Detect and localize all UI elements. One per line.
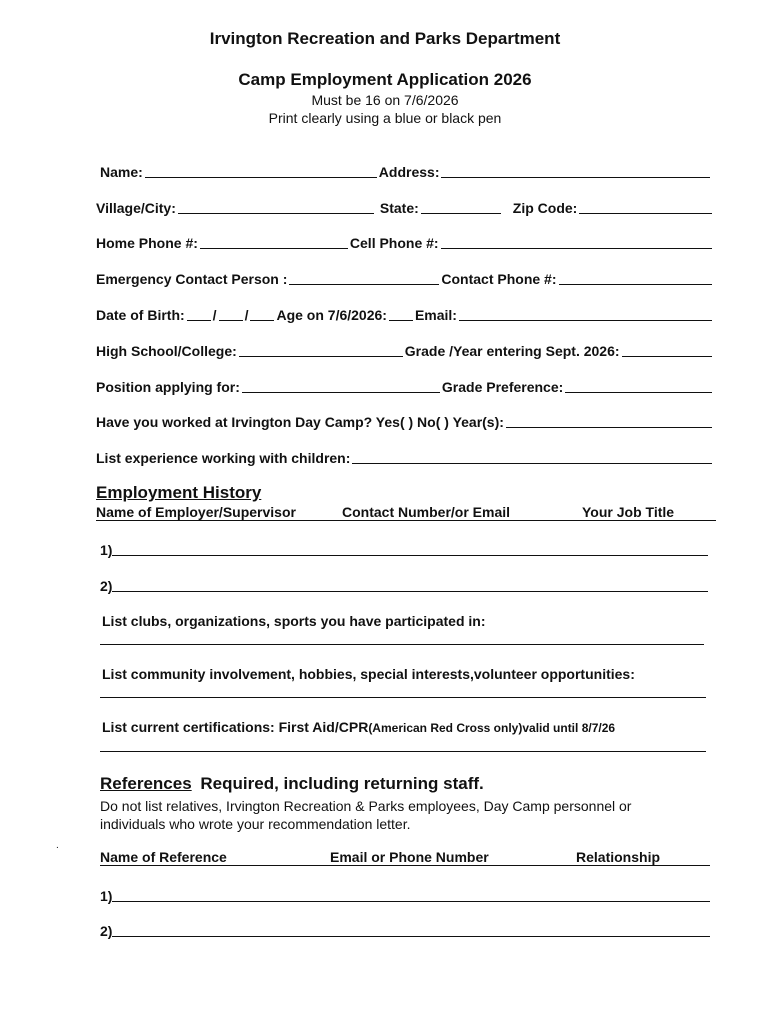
grade-preference-label: Grade Preference: [441, 379, 564, 395]
row-number: 2) [100, 578, 113, 594]
col-employer-header: Name of Employer/Supervisor [96, 504, 296, 520]
certifications-label: List current certifications: First Aid/CPR [102, 719, 369, 735]
row-number: 1) [100, 542, 113, 558]
row-dob [96, 305, 714, 323]
reference-column-headers [100, 849, 710, 866]
dob-separator-2: / [244, 307, 249, 323]
address-field[interactable] [441, 163, 710, 178]
emergency-contact-label: Emergency Contact Person : [96, 271, 288, 287]
row-emergency [96, 269, 714, 287]
row-clubs [102, 611, 704, 629]
home-phone-label: Home Phone #: [96, 235, 198, 251]
village-city-field[interactable] [178, 199, 374, 214]
grade-year-label: Grade /Year entering Sept. 2026: [404, 343, 620, 359]
grade-year-field[interactable] [622, 342, 712, 357]
employment-row-2 [100, 576, 710, 594]
reference-entry-1-field[interactable] [112, 887, 710, 902]
community-label: List community involvement, hobbies, special interests,volunteer opportunities: [102, 666, 635, 682]
col-reference-name-header: Name of Reference [100, 849, 227, 865]
age-label: Age on 7/6/2026: [276, 307, 387, 323]
pen-instruction: Print clearly using a blue or black pen [268, 110, 502, 126]
col-relationship-header: Relationship [576, 849, 661, 865]
years-worked-field[interactable] [506, 413, 712, 428]
employment-column-headers [96, 504, 716, 521]
name-field[interactable] [145, 163, 377, 178]
row-name-address [100, 162, 712, 180]
employment-history-title: Employment History [96, 483, 262, 502]
certifications-field[interactable] [100, 737, 706, 752]
clubs-label: List clubs, organizations, sports you have participated in: [102, 613, 486, 629]
cell-phone-field[interactable] [441, 234, 712, 249]
form-title: Camp Employment Application 2026 [238, 70, 532, 89]
worked-before-label: Have you worked at Irvington Day Camp? Yes( ) No( ) Year(s): [96, 414, 504, 430]
references-required: Required, including returning staff. [200, 774, 484, 793]
references-title: References [100, 774, 192, 793]
contact-phone-field[interactable] [559, 270, 712, 285]
dob-separator-1: / [212, 307, 217, 323]
position-field[interactable] [242, 378, 440, 393]
row-experience [96, 448, 714, 466]
reference-row-1 [100, 886, 712, 904]
home-phone-field[interactable] [200, 234, 348, 249]
village-city-label: Village/City: [96, 200, 176, 216]
community-field[interactable] [100, 683, 706, 698]
row-school [96, 341, 714, 359]
dob-day-field[interactable] [219, 306, 243, 321]
certifications-note: (American Red Cross only)valid until 8/7/26 [368, 721, 616, 735]
clubs-field[interactable] [100, 630, 704, 645]
experience-field[interactable] [352, 449, 712, 464]
row-worked-before [96, 412, 714, 430]
dob-label: Date of Birth: [96, 307, 185, 323]
email-label: Email: [414, 307, 457, 323]
zip-label: Zip Code: [512, 200, 578, 216]
stray-mark: . [56, 840, 59, 851]
name-label: Name: [100, 164, 143, 180]
zip-field[interactable] [579, 199, 712, 214]
reference-entry-2-field[interactable] [112, 922, 710, 937]
state-field[interactable] [421, 199, 501, 214]
col-job-title-header: Your Job Title [582, 504, 675, 520]
grade-preference-field[interactable] [565, 378, 712, 393]
emergency-contact-field[interactable] [289, 270, 439, 285]
state-label: State: [379, 200, 419, 216]
row-number: 1) [100, 888, 113, 904]
age-field[interactable] [389, 306, 413, 321]
col-reference-contact-header: Email or Phone Number [330, 849, 489, 865]
employment-entry-2-field[interactable] [112, 577, 708, 592]
col-contact-header: Contact Number/or Email [342, 504, 511, 520]
dob-year-field[interactable] [250, 306, 274, 321]
row-community [102, 664, 706, 682]
department-heading: Irvington Recreation and Parks Department [209, 29, 561, 48]
age-requirement: Must be 16 on 7/6/2026 [311, 92, 459, 108]
email-field[interactable] [459, 306, 712, 321]
row-phones [96, 233, 714, 251]
school-label: High School/College: [96, 343, 237, 359]
row-certifications [102, 717, 706, 735]
dob-month-field[interactable] [187, 306, 211, 321]
experience-label: List experience working with children: [96, 450, 351, 466]
references-heading [100, 774, 484, 794]
cell-phone-label: Cell Phone #: [349, 235, 439, 251]
employment-entry-1-field[interactable] [112, 541, 708, 556]
position-label: Position applying for: [96, 379, 240, 395]
row-position [96, 377, 714, 395]
contact-phone-label: Contact Phone #: [441, 271, 557, 287]
address-label: Address: [378, 164, 440, 180]
school-field[interactable] [239, 342, 403, 357]
references-note: Do not list relatives, Irvington Recreation & Parks employees, Day Camp personnel or individuals who wrote your recommendation letter. [100, 798, 632, 832]
row-city-state-zip [96, 198, 714, 216]
row-number: 2) [100, 923, 113, 939]
reference-row-2 [100, 921, 712, 939]
employment-row-1 [100, 540, 710, 558]
